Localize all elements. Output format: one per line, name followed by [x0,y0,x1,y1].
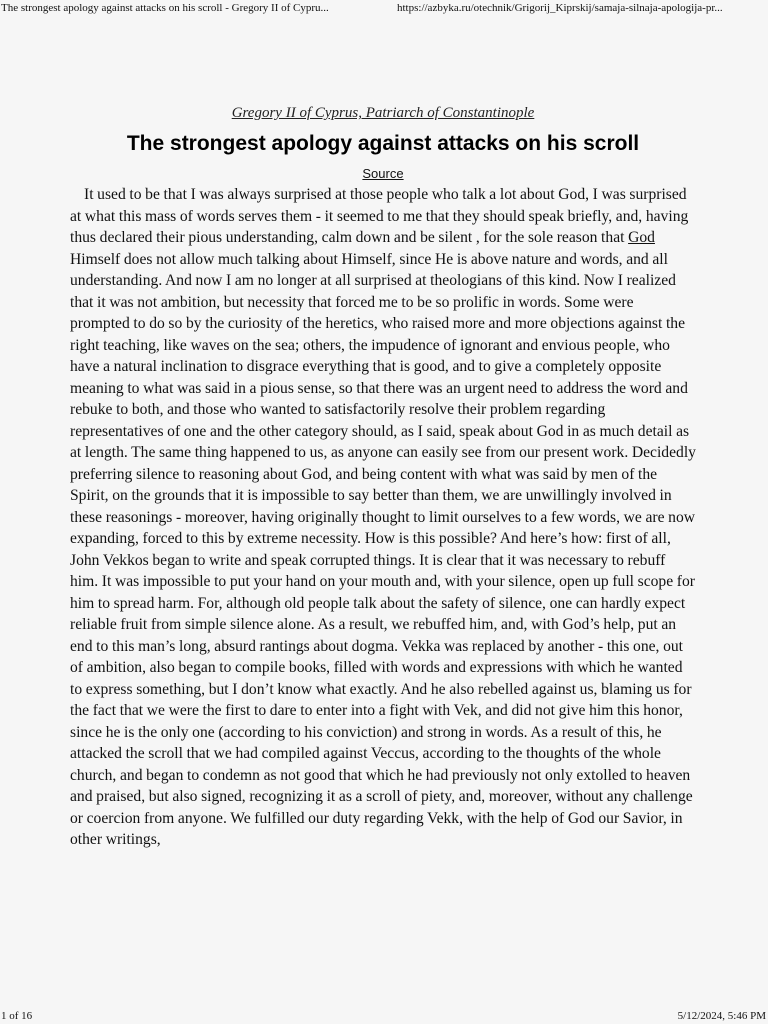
print-header [0,0,768,16]
source-line [70,165,696,183]
source-link[interactable]: Source [362,166,404,181]
print-datetime: 5/12/2024, 5:46 PM [677,1010,766,1022]
article [70,103,696,851]
print-header-url: https://azbyka.ru/otechnik/Grigorij_Kiprskij/samaja-silnaja-apologija-pr... [397,2,723,14]
paragraph-text-rest: Himself does not allow much talking about Himself, since He is above nature and words, and all understanding. And now I am no longer at all surprised at theologians of this kind. Now I realized that it was not ambition, but necessity that forced me to be so prolific in words. Some were prompted to do so by the curiosity of the heretics, who raised more and more objections against the right teaching, like waves on the sea; others, the impudence of ignorant and envious people, who have a natural inclination to disgrace everything that is good, and to give a completely opposite meaning to what was said in a pious sense, so that there was an urgent need to address the word and rebuke to both, and those who wanted to satisfactorily resolve their problem regarding representatives of one and the other category should, as I said, speak about God in as much detail as at length. The same thing happened to us, as anyone can easily see from our present work. Decidedly preferring silence to reasoning about God, and being content with what was said by men of the Spirit, on the grounds that it is impossible to say better than them, we are unwillingly involved in these reasonings - moreover, having originally thought to limit ourselves to a few words, we are now expanding, forced to this by extreme necessity. How is this possible? And here’s how: first of all, John Vekkos began to write and speak corrupted things. It is clear that it was necessary to rebuff him. It was impossible to put your hand on your mouth and, with your silence, open up full scope for him to spread harm. For, although old people talk about the safety of silence, one can hardly expect reliable fruit from simple silence alone. As a result, we rebuffed him, and, with God’s help, put an end to this man’s long, absurd rantings about dogma. Vekka was replaced by another - this one, out of ambition, also began to compile books, filled with words and expressions with which he wanted to express something, but I don’t know what exactly. And he also rebelled against us, blaming us for the fact that we were the first to dare to enter into a fight with Vek, and did not give him this honor, since he is the only one (according to his conviction) and strong in words. As a result of this, he attacked the scroll that we had compiled against Veccus, according to the thoughts of the whole church, and began to condemn as not good that which he had previously not only extolled to heaven and praised, but also signed, recognizing it as a scroll of piety, and, moreover, without any challenge or coercion from anyone. We fulfilled our duty regarding Vekk, with the help of God our Savior, in other writings, [70,250,696,848]
page-number: 1 of 16 [1,1010,33,1022]
god-link[interactable]: God [628,229,655,246]
print-header-title: The strongest apology against attacks on his scroll - Gregory II of Cypru... [1,2,329,14]
paragraph-text-start: It used to be that I was always surprised at those people who talk a lot about God, I was surprised at what this mass of words serves them - it seemed to me that they should speak briefly, and, having thus declared their pious understanding, calm down and be silent , for the sole reason that [70,186,689,246]
print-footer [0,1008,768,1024]
article-title: The strongest apology against attacks on his scroll [126,132,640,155]
article-paragraph [70,184,696,851]
author-link[interactable]: Gregory II of Cyprus, Patriarch of Constantinople [231,105,535,121]
